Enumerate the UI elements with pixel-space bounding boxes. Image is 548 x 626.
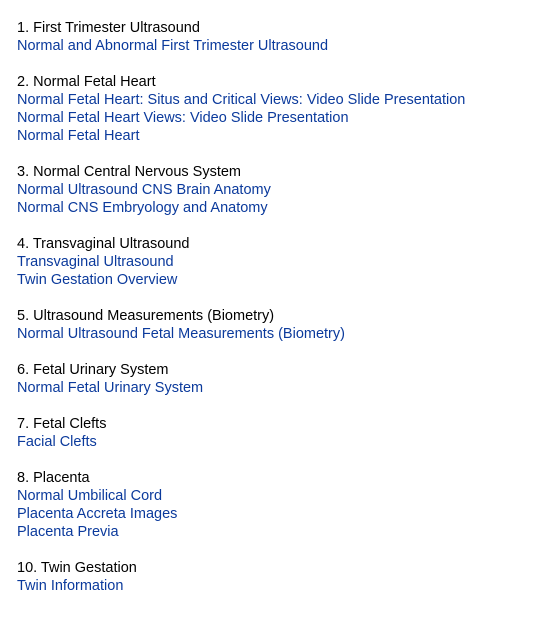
topic-link[interactable]: Normal Umbilical Cord	[17, 488, 163, 504]
section-heading: 5. Ultrasound Measurements (Biometry)	[17, 308, 275, 324]
topic-link[interactable]: Placenta Accreta Images	[17, 506, 178, 522]
section-fetal-urinary-system	[17, 361, 548, 397]
section-central-nervous-system	[17, 163, 548, 217]
section-first-trimester	[17, 19, 548, 55]
topic-link[interactable]: Normal CNS Embryology and Anatomy	[17, 200, 268, 216]
topic-link[interactable]: Facial Clefts	[17, 434, 97, 450]
section-heading: 8. Placenta	[17, 470, 90, 486]
section-normal-fetal-heart	[17, 73, 548, 145]
section-transvaginal-ultrasound	[17, 235, 548, 289]
topic-link[interactable]: Normal Fetal Heart Views: Video Slide Presentation	[17, 110, 349, 126]
section-heading: 3. Normal Central Nervous System	[17, 164, 242, 180]
section-heading: 1. First Trimester Ultrasound	[17, 20, 200, 36]
section-heading: 2. Normal Fetal Heart	[17, 74, 156, 90]
topic-link[interactable]: Normal Ultrasound Fetal Measurements (Biometry)	[17, 326, 345, 342]
section-heading: 7. Fetal Clefts	[17, 416, 107, 432]
section-placenta	[17, 469, 548, 541]
topic-link[interactable]: Normal Ultrasound CNS Brain Anatomy	[17, 182, 271, 198]
section-heading: 6. Fetal Urinary System	[17, 362, 169, 378]
topic-link[interactable]: Placenta Previa	[17, 524, 119, 540]
topic-link[interactable]: Normal Fetal Heart: Situs and Critical Views: Video Slide Presentation	[17, 92, 466, 108]
section-fetal-clefts	[17, 415, 548, 451]
topic-link[interactable]: Normal Fetal Heart	[17, 128, 140, 144]
topic-link[interactable]: Twin Gestation Overview	[17, 272, 178, 288]
topic-link[interactable]: Transvaginal Ultrasound	[17, 254, 174, 270]
section-heading: 10. Twin Gestation	[17, 560, 137, 576]
section-biometry	[17, 307, 548, 343]
topic-link[interactable]: Normal and Abnormal First Trimester Ultrasound	[17, 38, 329, 54]
topic-link[interactable]: Normal Fetal Urinary System	[17, 380, 204, 396]
section-heading: 4. Transvaginal Ultrasound	[17, 236, 190, 252]
topic-link[interactable]: Twin Information	[17, 578, 124, 594]
section-twin-gestation	[17, 559, 548, 595]
